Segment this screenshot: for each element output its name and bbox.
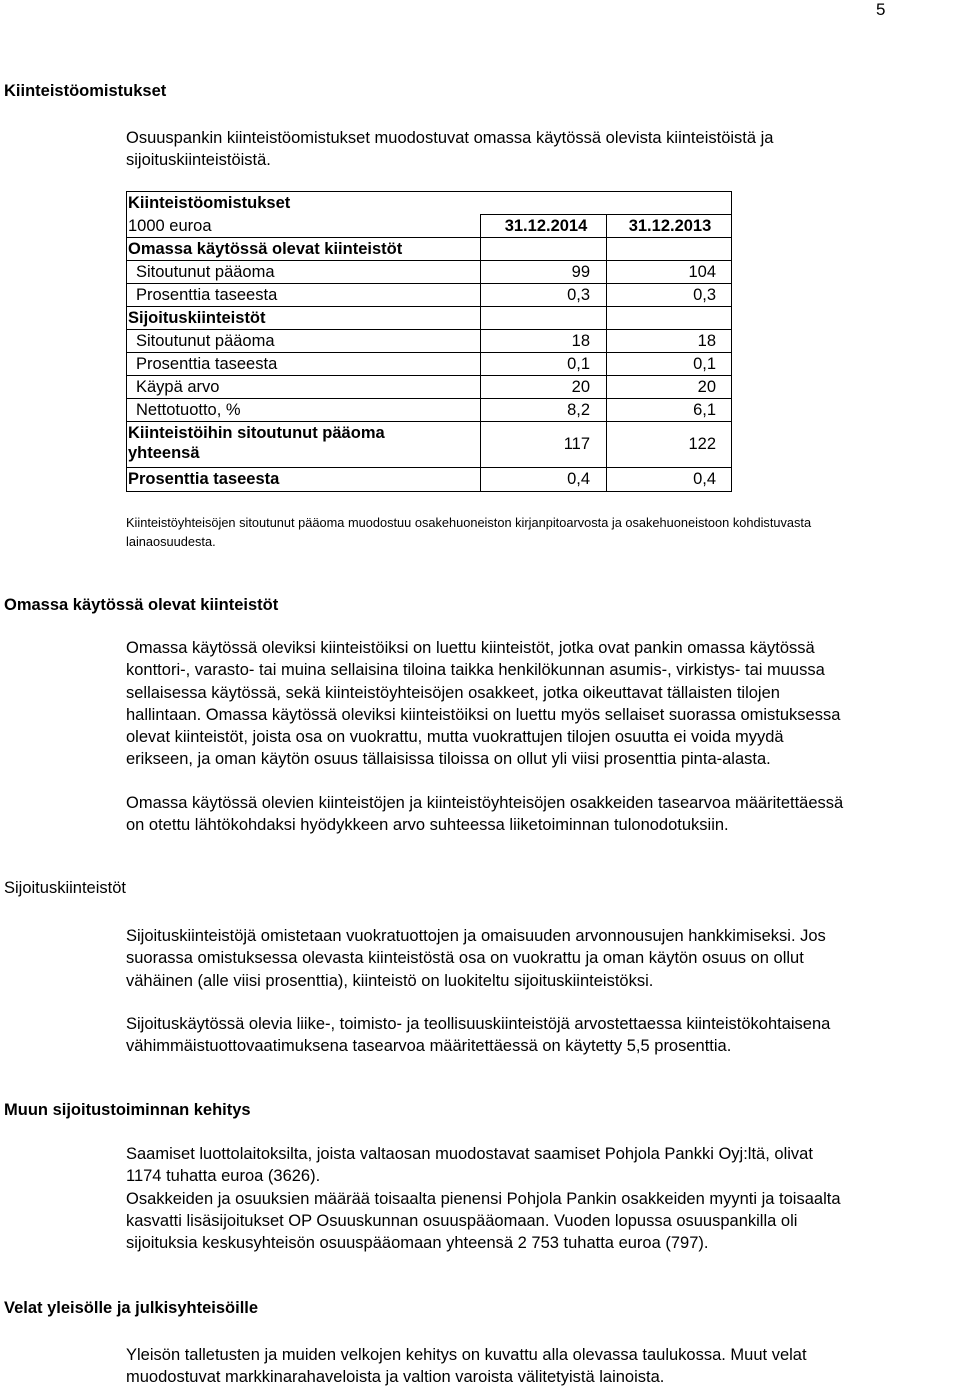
- own-use-paragraph-1: Omassa käytössä oleviksi kiinteistöiksi on luettu kiinteistöt, jotka ovat pankin omassa käytössä konttori-, varasto- tai muina sellaisina tiloina taikka henkilökunnan asumis-, virkistys- tai muussa sellaisessa käytössä, sekä kiinteistöyhteisöjen osakkeet, jotka oikeuttavat tällaisten tilojen hallintaan. Omassa käytössä oleviksi kiinteistöiksi on luettu myös sellaiset suorassa omistuksessa olevat kiinteistöt, joista osa on vuokrattu, mutta vuokrattujen tilojen osuutta ei voida myydä erikseen, ja oman käytön osuus tällaisissa tiloissa on ollut yli viisi prosenttia pinta-alasta.: [126, 639, 841, 769]
- table-title: Kiinteistöomistukset: [128, 194, 291, 212]
- holdings-table: Kiinteistöomistukset 1000 euroa 31.12.2014 31.12.2013 Omassa käytössä olevat kiinteistöt Sitoutunut pääoma 99 104 Prosenttia taseesta 0,3 0,3 Sijoituskiinteistöt Sitoutunut pääoma 18 18 Prosenttia taseesta 0,1 0,1 Käypä arvo 20 20 Nettotuotto, % 8,2 6,1 Kiinteistöihin sitoutunut pääoma yhteensä 117 122 Prosenttia taseesta 0,4 0,4: [126, 191, 732, 491]
- heading-other-investments: Muun sijoitustoiminnan kehitys: [4, 1101, 251, 1119]
- table-total-row: Kiinteistöihin sitoutunut pääoma yhteensä 117 122: [128, 424, 716, 462]
- own-use-paragraph-2: Omassa käytössä olevien kiinteistöjen ja kiinteistöyhteisöjen osakkeiden tasearvoa määritettäessä on otettu lähtökohdaksi hyödykkeen arvo suhteessa liiketoiminnan tulonodotuksiin.: [126, 794, 844, 835]
- group-own-use: Omassa käytössä olevat kiinteistöt: [128, 240, 403, 258]
- heading-investment-properties: Sijoituskiinteistöt: [4, 879, 126, 897]
- table-footnote: Kiinteistöyhteisöjen sitoutunut pääoma muodostuu osakehuoneiston kirjanpitoarvosta ja osakehuoneistoon kohdistuvasta lainaosuudesta.: [126, 515, 812, 549]
- investment-paragraph-1: Sijoituskiinteistöjä omistetaan vuokratuottojen ja omaisuuden arvonnousujen hankkimiseksi. Jos suorassa omistuksessa olevasta kiinteistöstä osa on vuokrattu ja oman käytön osuus on ollut vähäinen (alle viisi prosenttia), kiinteistö on luokiteltu sijoituskiinteistöksi.: [126, 927, 826, 990]
- group-investment: Sijoituskiinteistöt: [128, 309, 266, 327]
- liabilities-paragraph: Yleisön talletusten ja muiden velkojen kehitys on kuvattu alla olevassa taulukossa. Muut velat muodostuvat markkinarahaveloista ja valtion varoista välitetyistä lainoista.: [126, 1346, 807, 1387]
- table-unit: 1000 euroa: [128, 217, 212, 235]
- intro-paragraph: [126, 127, 956, 172]
- page-number: 5: [876, 0, 886, 19]
- other-investments-paragraph: Saamiset luottolaitoksilta, joista valtaosan muodostavat saamiset Pohjola Pankki Oyj:ltä, olivat 1174 tuhatta euroa (3626). Osakkeiden ja osuuksien määrää toisaalta pienensi Pohjola Pankin osakkeiden myynti ja toisaalta kasvatti lisäsijoitukset OP Osuuskunnan osuuspääomaan. Vuoden lopussa osuuspankilla oli sijoituksia keskusyhteisön osuuspääomaan yhteensä 2 753 tuhatta euroa (797).: [126, 1145, 841, 1253]
- investment-paragraph-2: Sijoituskäytössä olevia liike-, toimisto- ja teollisuuskiinteistöjä arvostettaessa kiinteistökohtaisena vähimmäistuottovaatimuksena tasearvoa määritettäessä on käytetty 5,5 prosenttia.: [126, 1015, 831, 1056]
- intro-line: sijoituskiinteistöistä.: [126, 151, 271, 170]
- heading-own-use: Omassa käytössä olevat kiinteistöt: [4, 596, 279, 614]
- col-header-2014: 31.12.2014: [504, 217, 588, 235]
- col-header-2013: 31.12.2013: [628, 217, 712, 235]
- total-label: Kiinteistöihin sitoutunut pääoma yhteensä: [128, 424, 385, 462]
- heading-liabilities: Velat yleisölle ja julkisyhteisöille: [4, 1299, 259, 1317]
- heading-kiinteistoomistukset: Kiinteistöomistukset: [4, 82, 167, 100]
- intro-line: Osuuspankin kiinteistöomistukset muodostuvat omassa käytössä olevista kiinteistöistä ja: [126, 129, 774, 147]
